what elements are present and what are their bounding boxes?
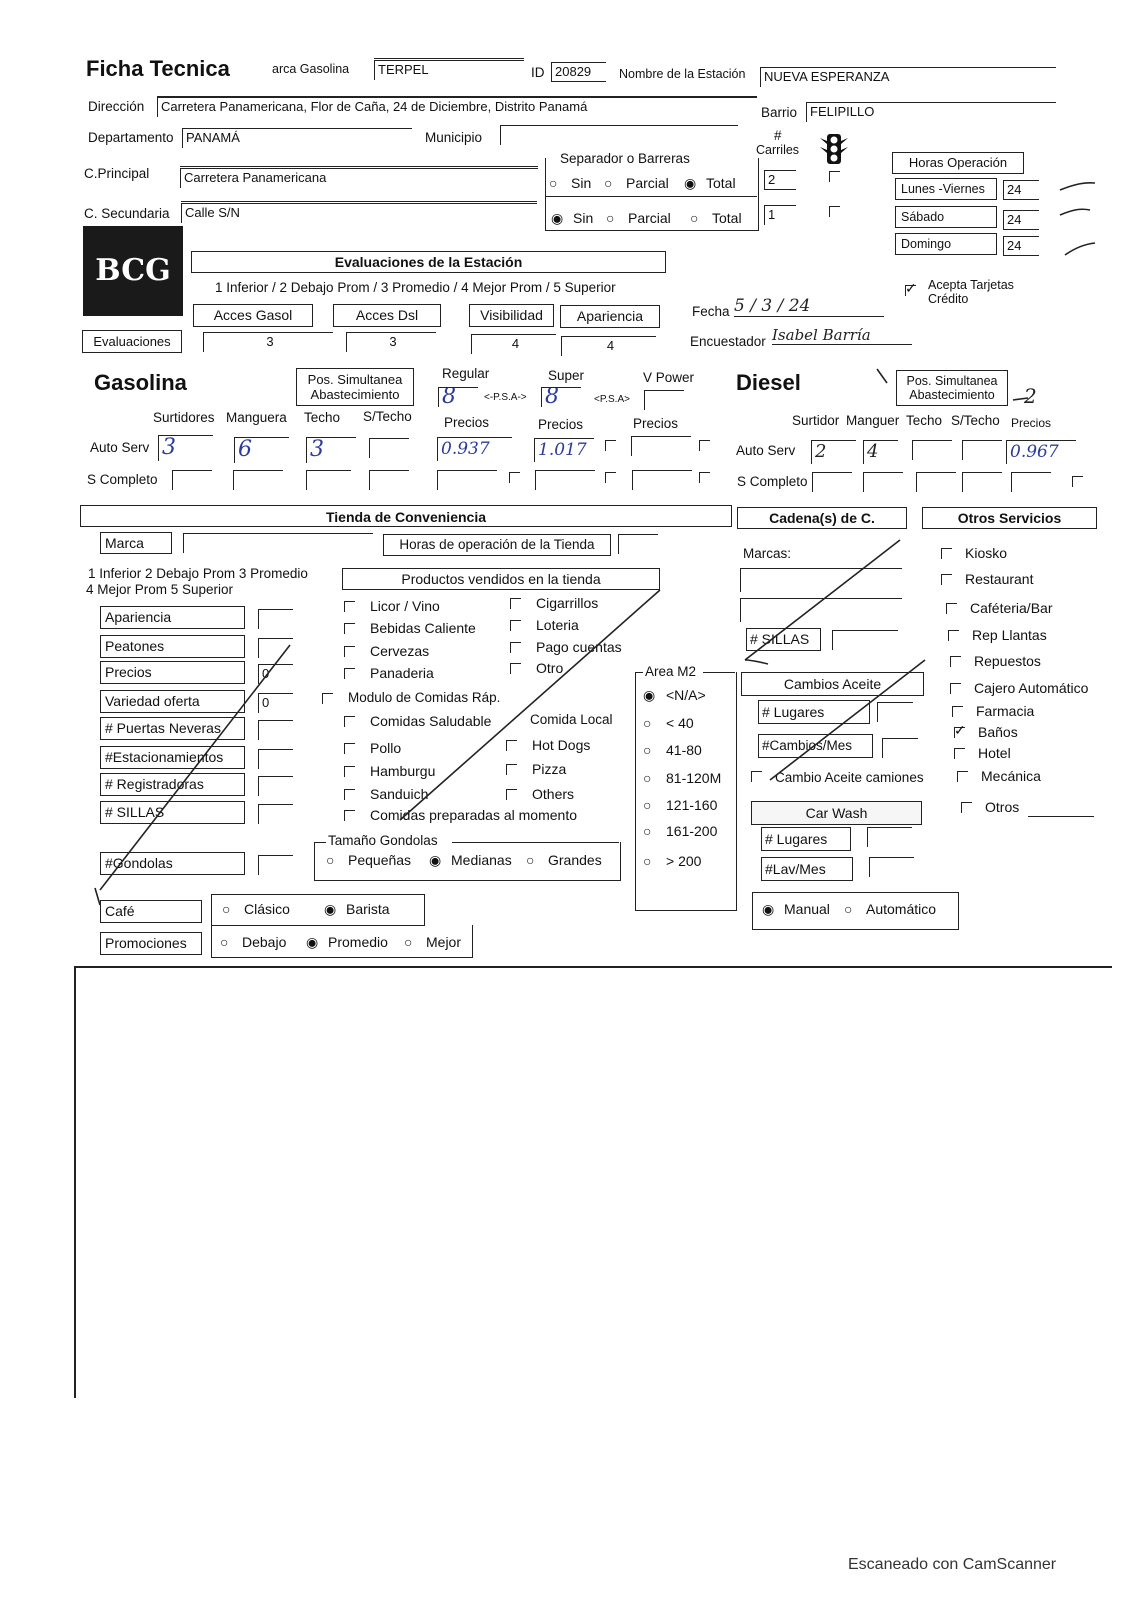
lunes-viernes-field[interactable]: 24 — [1003, 180, 1039, 200]
diesel-col-surtidor: Surtidor — [792, 413, 840, 428]
regular-label: Regular — [442, 366, 490, 381]
rating-label-peatones: Peatones — [100, 635, 245, 658]
diesel-title: Diesel — [736, 370, 801, 395]
otros-checkbox-kiosko[interactable] — [941, 548, 952, 559]
diesel-col-techo: Techo — [906, 413, 943, 428]
carwash-lugares-label: # Lugares — [761, 827, 851, 851]
autoserv-label: Auto Serv — [90, 440, 150, 455]
otros-label-repuestos: Repuestos — [974, 653, 1041, 669]
diesel-autoserv-manguer[interactable]: 4 — [863, 440, 898, 464]
regular-psa-field[interactable]: 8 — [438, 387, 478, 407]
vpower-price[interactable] — [631, 436, 691, 456]
rating-label-puertas-neveras: # Puertas Neveras — [100, 717, 245, 740]
camiones-label: Cambio Aceite camiones — [775, 770, 924, 785]
tienda-marca-label: Marca — [100, 532, 172, 554]
carriles-row2[interactable]: 1 — [764, 205, 796, 225]
autoserv-stecho[interactable] — [369, 438, 409, 458]
comida-checkbox-comidas-preparadas-al-momento[interactable] — [344, 810, 355, 821]
scompleto-techo[interactable] — [306, 470, 351, 490]
scompleto-regular-check[interactable] — [509, 472, 520, 483]
radio-label-cl-sico: Clásico — [244, 901, 290, 917]
area-title: Area M2 — [645, 664, 697, 679]
vpower-psa-field[interactable] — [644, 390, 684, 410]
radio-parcial[interactable]: ○ — [606, 210, 615, 226]
acces-gasol-label: Acces Gasol — [193, 304, 313, 327]
radio-label-manual: Manual — [784, 901, 830, 917]
diesel-col-precios: Precios — [1011, 416, 1052, 430]
promociones-label: Promociones — [100, 932, 202, 955]
otros-checkbox-otros[interactable] — [961, 802, 972, 813]
marca-gasolina-label: arca Gasolina — [272, 62, 350, 76]
super-label: Super — [548, 368, 585, 383]
rating-field-estacionamientos[interactable] — [258, 749, 293, 769]
radio-label-parcial: Parcial — [626, 175, 669, 191]
radio-promedio[interactable]: ◉ — [306, 934, 319, 950]
rating-label-precios: Precios — [100, 661, 245, 684]
cambios-lugares-label: # Lugares — [758, 700, 870, 724]
tienda-horas-label: Horas de operación de la Tienda — [383, 534, 611, 556]
producto-label-bebidas-caliente: Bebidas Caliente — [370, 620, 476, 636]
acces-gasol-value[interactable]: 3 — [203, 332, 333, 352]
radio-manual[interactable]: ◉ — [762, 901, 775, 917]
autoserv-surtidores[interactable]: 3 — [158, 435, 213, 461]
cambios-lugares-field[interactable] — [877, 702, 913, 722]
comida-label-pollo: Pollo — [370, 740, 402, 756]
visibilidad-value[interactable]: 4 — [471, 334, 556, 354]
super-psa-label: <P.S.A> — [594, 394, 630, 405]
radio-label-peque-as: Pequeñas — [348, 852, 412, 868]
area-label-2: < 40 — [666, 715, 694, 731]
producto-checkbox-panaderia[interactable] — [344, 668, 355, 679]
regular-psa-label: <-P.S.A-> — [484, 392, 527, 403]
modulo-comidas-label: Modulo de Comidas Ráp. — [348, 690, 501, 705]
marca-gasolina-field[interactable]: TERPEL — [374, 60, 524, 80]
tienda-horas-field[interactable] — [618, 534, 658, 554]
rating-field-gondolas[interactable] — [258, 855, 293, 875]
comida-checkbox-sanduich[interactable] — [344, 789, 355, 800]
otros-label-mec-nica: Mecánica — [981, 768, 1041, 784]
area-radio-5[interactable]: ○ — [643, 797, 652, 813]
cambios-aceite-title: Cambios Aceite — [741, 672, 924, 696]
tienda-marca-field[interactable] — [183, 533, 373, 553]
scompleto-vpower-check[interactable] — [699, 472, 710, 483]
diesel-autoserv-label: Auto Serv — [736, 443, 796, 458]
area-label-7: > 200 — [666, 853, 702, 869]
csecundaria-field[interactable]: Calle S/N — [181, 203, 537, 223]
comida-label-comidas-saludable: Comidas Saludable — [370, 713, 492, 729]
gasolina-pos-label: Pos. Simultanea Abastecimiento — [296, 368, 414, 406]
rating-field-peatones[interactable] — [258, 638, 293, 658]
diesel-col-manguer: Manguer — [846, 413, 900, 428]
rating-field-puertas-neveras[interactable] — [258, 720, 293, 740]
producto-checkbox-licor-vino[interactable] — [344, 601, 355, 612]
municipio-field[interactable] — [500, 125, 738, 145]
visibilidad-label: Visibilidad — [469, 304, 554, 327]
horas-operacion-title: Horas Operación — [892, 152, 1024, 174]
radio-label-medianas: Medianas — [451, 852, 512, 868]
apariencia-value[interactable]: 4 — [561, 336, 656, 356]
evaluaciones-scale: 1 Inferior / 2 Debajo Prom / 3 Promedio / 4 Mejor Prom / 5 Superior — [215, 280, 616, 295]
diesel-scompleto-precio[interactable] — [1011, 472, 1051, 492]
rating-field-variedad-oferta[interactable]: 0 — [258, 693, 293, 713]
rating-label-gondolas: #Gondolas — [100, 852, 245, 875]
vpower-label: V Power — [643, 370, 695, 385]
lav-mes-label: #Lav/Mes — [761, 857, 853, 881]
acepta-tarjetas-label: Acepta Tarjetas Crédito — [928, 278, 1014, 306]
scompleto-stecho[interactable] — [369, 470, 409, 490]
form-title: Ficha Tecnica — [86, 56, 230, 81]
cambios-mes-label: #Cambios/Mes — [758, 734, 873, 758]
fecha-value[interactable]: 5 / 3 / 24 — [734, 296, 884, 317]
diesel-scompleto-manguer[interactable] — [863, 472, 903, 492]
producto-label-cervezas: Cervezas — [370, 643, 430, 659]
carwash-title: Car Wash — [751, 801, 922, 825]
sabado-label: Sábado — [895, 206, 997, 228]
comida-checkbox-comidas-saludable[interactable] — [344, 716, 355, 727]
producto-checkbox-otro[interactable] — [510, 663, 521, 674]
carriles-row1[interactable]: 2 — [764, 170, 796, 190]
comida-label-others: Others — [532, 786, 575, 802]
domingo-field[interactable]: 24 — [1003, 236, 1039, 256]
scompleto-super[interactable] — [535, 470, 595, 490]
radio-debajo[interactable]: ○ — [220, 934, 229, 950]
radio-label-sin: Sin — [573, 210, 594, 226]
lunes-viernes-label: Lunes -Viernes — [895, 178, 997, 200]
nombre-estacion-label: Nombre de la Estación — [619, 67, 746, 81]
productos-title: Productos vendidos en la tienda — [342, 568, 660, 590]
comida-checkbox-hot-dogs[interactable] — [506, 740, 517, 751]
diesel-autoserv-surtidor[interactable]: 2 — [811, 440, 856, 464]
otros-checkbox-farmacia[interactable] — [952, 706, 963, 717]
encuestador-label: Encuestador — [690, 334, 766, 349]
comida-checkbox-pizza[interactable] — [506, 764, 517, 775]
area-label-4: 81-120M — [666, 770, 722, 786]
radio-peque-as[interactable]: ○ — [326, 852, 335, 868]
otros-label-otros: Otros — [985, 799, 1020, 815]
sabado-field[interactable]: 24 — [1003, 210, 1039, 230]
comida-checkbox-pollo[interactable] — [344, 743, 355, 754]
otros-checkbox-restaurant[interactable] — [941, 574, 952, 585]
rating-field-apariencia[interactable] — [258, 609, 293, 629]
scompleto-super-check[interactable] — [605, 472, 616, 483]
diesel-price[interactable]: 0.967 — [1006, 440, 1076, 464]
otros-label-restaurant: Restaurant — [965, 571, 1034, 587]
carriles-check-2[interactable] — [829, 206, 840, 217]
bcg-logo: BCG — [83, 226, 183, 316]
gondolas-title: Tamaño Gondolas — [328, 833, 438, 848]
cadena-sillas-field[interactable] — [832, 630, 898, 650]
area-radio-2[interactable]: ○ — [643, 715, 652, 731]
comida-label-sanduich: Sanduich — [370, 786, 429, 802]
comida-label-pizza: Pizza — [532, 761, 567, 777]
diesel-col-stecho: S/Techo — [951, 413, 1000, 428]
comida-label-hot-dogs: Hot Dogs — [532, 737, 591, 753]
id-field[interactable]: 20829 — [551, 62, 606, 82]
modulo-comidas-checkbox[interactable] — [322, 693, 333, 704]
cadena-marca-2[interactable] — [740, 598, 902, 622]
col-manguera: Manguera — [226, 410, 287, 425]
tienda-scale1: 1 Inferior 2 Debajo Prom 3 Promedio — [88, 566, 308, 581]
producto-checkbox-bebidas-caliente[interactable] — [344, 623, 355, 634]
otros-label-caf-teria-bar: Caféteria/Bar — [970, 600, 1053, 616]
vpower-price-check[interactable] — [699, 440, 710, 451]
autoserv-manguera[interactable]: 6 — [234, 437, 289, 463]
barrio-label: Barrio — [761, 105, 798, 120]
radio-grandes[interactable]: ○ — [526, 852, 535, 868]
barrio-field[interactable]: FELIPILLO — [806, 102, 1056, 122]
csecundaria-label: C. Secundaria — [84, 206, 170, 221]
diesel-scompleto-surtidor[interactable] — [812, 472, 852, 492]
rating-label-registradoras: # Registradoras — [100, 773, 245, 796]
fecha-label: Fecha — [692, 304, 730, 319]
otros-label-cajero-autom-tico: Cajero Automático — [974, 680, 1089, 696]
municipio-label: Municipio — [425, 130, 483, 145]
acepta-tarjetas-checkbox[interactable] — [905, 285, 916, 296]
carriles-check-1[interactable] — [829, 171, 840, 182]
otros-checkbox-caf-teria-bar[interactable] — [946, 603, 957, 614]
nombre-estacion-field[interactable]: NUEVA ESPERANZA — [760, 67, 1056, 87]
area-label-5: 121-160 — [666, 797, 718, 813]
area-label-6: 161-200 — [666, 823, 718, 839]
comida-label-hamburgu: Hamburgu — [370, 763, 436, 779]
otros-checkbox-mec-nica[interactable] — [957, 771, 968, 782]
carriles-hash: # — [774, 128, 782, 143]
col-stecho: S/Techo — [363, 409, 412, 424]
tienda-title: Tienda de Conveniencia — [80, 505, 732, 527]
radio-total[interactable]: ○ — [690, 210, 699, 226]
radio-cl-sico[interactable]: ○ — [222, 901, 231, 917]
area-radio-3[interactable]: ○ — [643, 742, 652, 758]
diesel-scompleto-check[interactable] — [1072, 476, 1083, 487]
diesel-pos-value[interactable]: 2 — [1024, 384, 1037, 408]
rating-field-registradoras[interactable] — [258, 776, 293, 796]
otros-label-hotel: Hotel — [978, 745, 1011, 761]
direccion-label: Dirección — [88, 99, 145, 114]
cadena-sillas-label: # SILLAS — [746, 628, 821, 651]
scompleto-surtidores[interactable] — [172, 470, 212, 490]
tienda-scale2: 4 Mejor Prom 5 Superior — [86, 582, 234, 597]
super-precios-label: Precios — [538, 417, 584, 432]
diesel-scompleto-label: S Completo — [737, 474, 808, 489]
area-label-1: <N/A> — [666, 687, 706, 703]
producto-label-cigarrillos: Cigarrillos — [536, 595, 599, 611]
radio-label-total: Total — [712, 210, 742, 226]
col-surtidores: Surtidores — [153, 410, 215, 425]
rating-field-precios[interactable]: 0 — [258, 664, 293, 684]
cadena-marcas-label: Marcas: — [743, 546, 792, 561]
otros-label-kiosko: Kiosko — [965, 545, 1008, 561]
rating-field-sillas[interactable] — [258, 804, 293, 824]
otros-checkbox-repuestos[interactable] — [950, 656, 961, 667]
producto-label-otro: Otro — [536, 660, 564, 676]
cadena-marca-1[interactable] — [740, 568, 902, 592]
encuestador-value[interactable]: Isabel Barría — [772, 326, 912, 345]
camscanner-watermark: Escaneado con CamScanner — [848, 1556, 1057, 1573]
super-price-check[interactable] — [605, 440, 616, 451]
lav-mes-field[interactable] — [869, 857, 914, 877]
producto-checkbox-cigarrillos[interactable] — [510, 598, 521, 609]
evaluaciones-row-label: Evaluaciones — [82, 330, 182, 353]
radio-label-autom-tico: Automático — [866, 901, 937, 917]
super-price[interactable]: 1.017 — [534, 438, 594, 462]
cambios-mes-field[interactable] — [882, 738, 918, 758]
radio-label-total: Total — [706, 175, 736, 191]
comida-checkbox-others[interactable] — [506, 789, 517, 800]
area-radio-4[interactable]: ○ — [643, 770, 652, 786]
diesel-pos-label: Pos. Simultanea Abastecimiento — [896, 370, 1008, 406]
producto-label-loteria: Loteria — [536, 617, 579, 633]
radio-mejor[interactable]: ○ — [404, 934, 413, 950]
super-psa-field[interactable]: 8 — [541, 387, 581, 407]
diesel-autoserv-stecho[interactable] — [962, 440, 1002, 460]
otros-checkbox-rep-llantas[interactable] — [948, 630, 959, 641]
cprincipal-field[interactable]: Carretera Panamericana — [180, 168, 538, 188]
scompleto-regular[interactable] — [437, 470, 497, 490]
carwash-lugares-field[interactable] — [867, 827, 912, 847]
regular-precios-label: Precios — [444, 415, 490, 430]
gasolina-title: Gasolina — [94, 370, 187, 395]
radio-total[interactable]: ◉ — [684, 175, 697, 191]
area-label-3: 41-80 — [666, 742, 702, 758]
vpower-precios-label: Precios — [633, 416, 679, 431]
otros-label-ba-os: Baños — [978, 724, 1018, 740]
radio-label-grandes: Grandes — [548, 852, 602, 868]
producto-label-panaderia: Panaderia — [370, 665, 434, 681]
regular-price[interactable]: 0.937 — [437, 437, 512, 461]
radio-sin[interactable]: ○ — [549, 175, 558, 191]
otros-checkbox-ba-os[interactable] — [954, 727, 965, 738]
radio-medianas[interactable]: ◉ — [429, 852, 442, 868]
producto-label-licor-vino: Licor / Vino — [370, 598, 440, 614]
diesel-scompleto-stecho[interactable] — [962, 472, 1002, 492]
cadena-title: Cadena(s) de C. — [737, 507, 907, 529]
rating-label-estacionamientos: #Estacionamientos — [100, 746, 245, 769]
carriles-label: Carriles — [756, 143, 800, 157]
otros-title: Otros Servicios — [922, 507, 1097, 529]
camiones-checkbox[interactable] — [751, 771, 762, 782]
radio-sin[interactable]: ◉ — [551, 210, 564, 226]
otros-label-farmacia: Farmacia — [976, 703, 1035, 719]
otros-checkbox-hotel[interactable] — [954, 748, 965, 759]
radio-label-parcial: Parcial — [628, 210, 671, 226]
radio-label-sin: Sin — [571, 175, 592, 191]
radio-barista[interactable]: ◉ — [324, 901, 337, 917]
evaluaciones-title: Evaluaciones de la Estación — [191, 251, 666, 273]
area-radio-1[interactable]: ◉ — [643, 687, 656, 703]
producto-label-pago-cuentas: Pago cuentas — [536, 639, 622, 655]
producto-checkbox-pago-cuentas[interactable] — [510, 642, 521, 653]
radio-label-debajo: Debajo — [242, 934, 287, 950]
otros-label-rep-llantas: Rep Llantas — [972, 627, 1047, 643]
cafe-label: Café — [100, 900, 202, 923]
departamento-field[interactable]: PANAMÁ — [182, 128, 412, 148]
radio-parcial[interactable]: ○ — [604, 175, 613, 191]
scompleto-manguera[interactable] — [233, 470, 283, 490]
autoserv-techo[interactable]: 3 — [306, 437, 356, 463]
acces-dsl-label: Acces Dsl — [333, 304, 441, 327]
diesel-scompleto-techo[interactable] — [916, 472, 956, 492]
scompleto-vpower[interactable] — [632, 470, 692, 490]
area-radio-6[interactable]: ○ — [643, 823, 652, 839]
cprincipal-label: C.Principal — [84, 166, 150, 181]
radio-label-mejor: Mejor — [426, 934, 462, 950]
traffic-light-icon — [818, 134, 850, 167]
comida-label-comidas-preparadas-al-momento: Comidas preparadas al momento — [370, 807, 577, 823]
producto-checkbox-loteria[interactable] — [510, 620, 521, 631]
rating-label-variedad-oferta: Variedad oferta — [100, 690, 245, 713]
otros-checkbox-cajero-autom-tico[interactable] — [950, 683, 961, 694]
id-label: ID — [531, 65, 545, 80]
area-radio-7[interactable]: ○ — [643, 853, 652, 869]
comida-local-label: Comida Local — [530, 712, 613, 727]
radio-label-promedio: Promedio — [328, 934, 388, 950]
acces-dsl-value[interactable]: 3 — [346, 332, 436, 352]
radio-autom-tico[interactable]: ○ — [844, 901, 853, 917]
col-techo: Techo — [304, 410, 341, 425]
diesel-autoserv-techo[interactable] — [912, 440, 952, 460]
direccion-field[interactable]: Carretera Panamericana, Flor de Caña, 24 de Diciembre, Distrito Panamá — [157, 97, 757, 117]
separador-title: Separador o Barreras — [560, 151, 690, 166]
scompleto-label: S Completo — [87, 472, 158, 487]
radio-label-barista: Barista — [346, 901, 390, 917]
departamento-label: Departamento — [88, 130, 174, 145]
rating-label-sillas: # SILLAS — [100, 801, 245, 824]
rating-label-apariencia: Apariencia — [100, 606, 245, 629]
domingo-label: Domingo — [895, 233, 997, 255]
notes-area[interactable] — [74, 966, 1112, 1398]
comida-checkbox-hamburgu[interactable] — [344, 766, 355, 777]
apariencia-label: Apariencia — [560, 305, 660, 328]
producto-checkbox-cervezas[interactable] — [344, 646, 355, 657]
